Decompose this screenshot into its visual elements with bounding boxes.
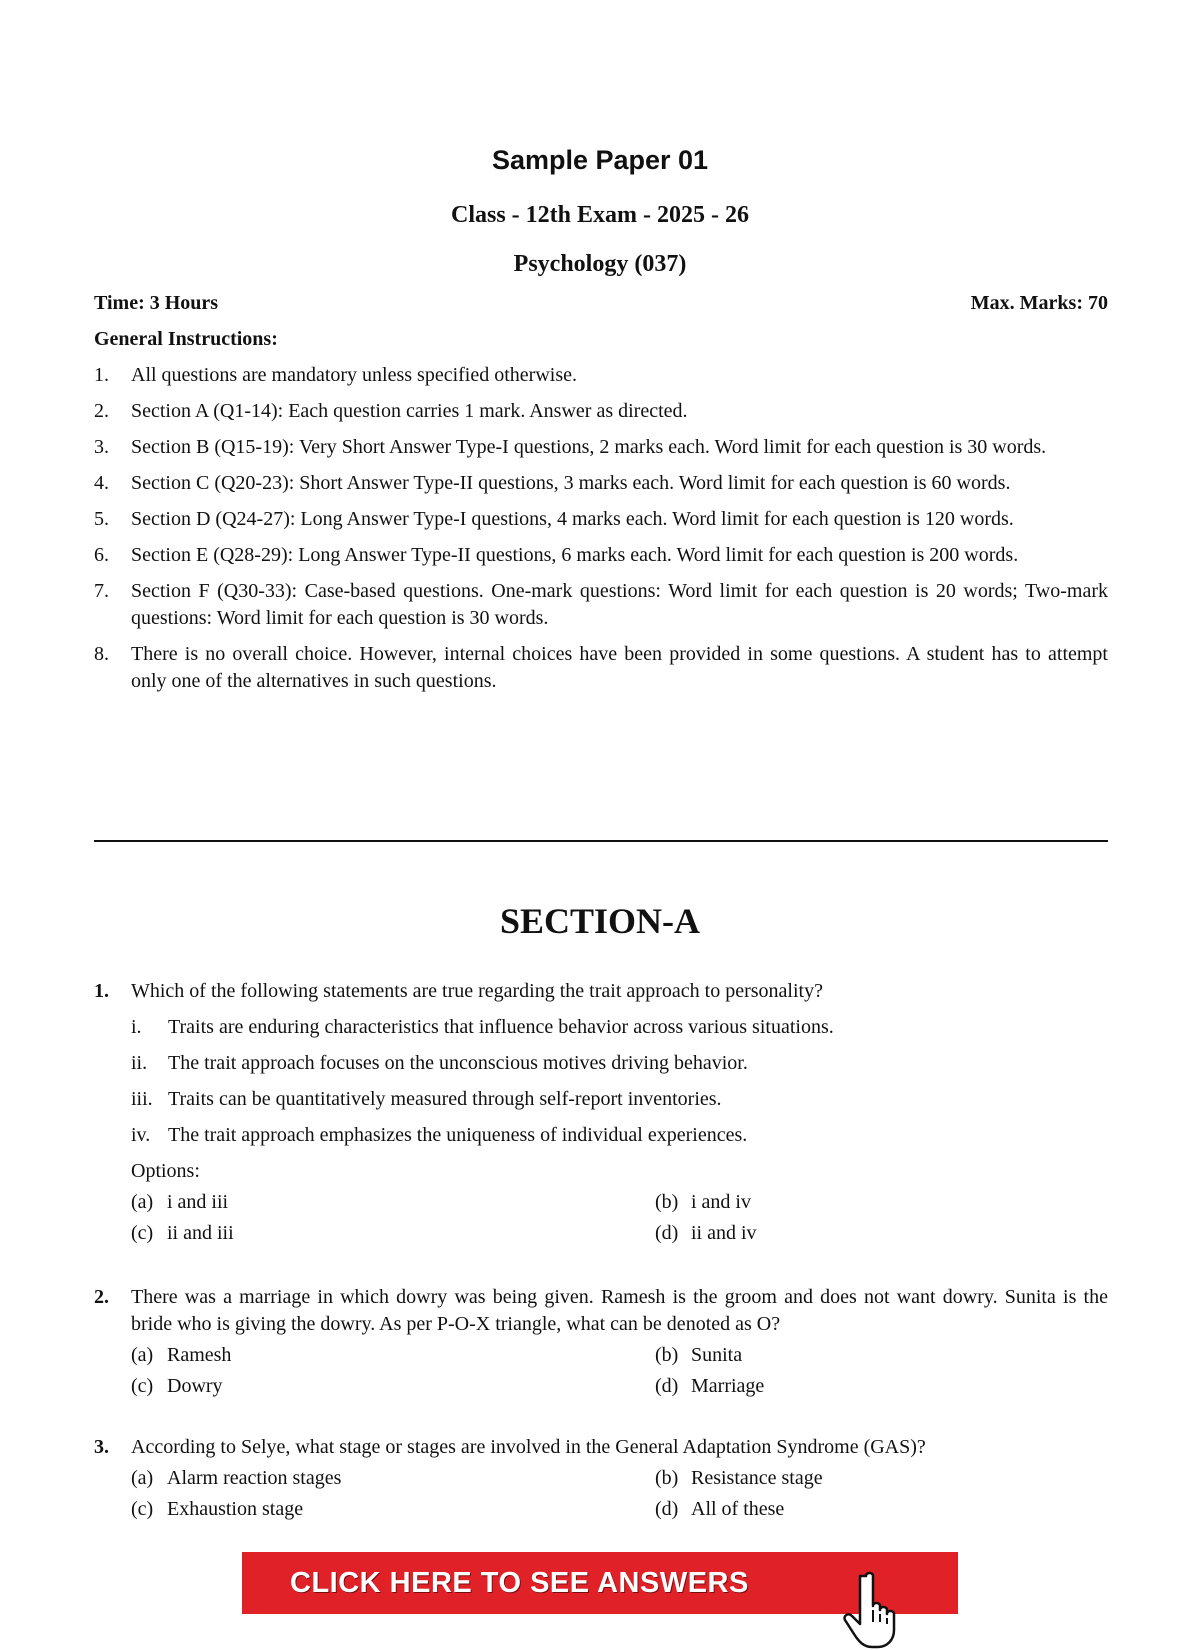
statement-text: The trait approach emphasizes the uniqueness of individual experiences. bbox=[168, 1124, 748, 1146]
option-c bbox=[131, 1220, 655, 1247]
statement-text: Traits can be quantitatively measured through self-report inventories. bbox=[168, 1088, 722, 1110]
instruction-text: Section F (Q30-33): Case-based questions. One-mark questions: Word limit for each question is 20 words; Two-mark questions: Word limit for each question is 30 words. bbox=[131, 580, 1108, 629]
option-label: (d) bbox=[655, 1222, 679, 1244]
instruction-item bbox=[94, 470, 1108, 497]
instructions-list bbox=[94, 362, 1108, 704]
paper-title: Sample Paper 01 bbox=[491, 145, 709, 175]
instruction-item bbox=[94, 641, 1108, 695]
question-text: According to Selye, what stage or stages are involved in the General Adaptation Syndrome (GAS)? bbox=[131, 1436, 926, 1458]
option-label: (b) bbox=[655, 1344, 679, 1366]
option-c bbox=[131, 1496, 655, 1523]
option-label: (d) bbox=[655, 1498, 679, 1520]
options-label: Options: bbox=[131, 1160, 200, 1182]
option-a bbox=[131, 1342, 655, 1369]
general-instructions-label: General Instructions: bbox=[94, 328, 278, 350]
question-3 bbox=[94, 1434, 1108, 1523]
instruction-item bbox=[94, 362, 1108, 389]
question-number: 2. bbox=[94, 1286, 109, 1308]
option-a bbox=[131, 1465, 655, 1492]
instruction-number: 2. bbox=[94, 400, 109, 422]
option-label: (d) bbox=[655, 1375, 679, 1397]
see-answers-label: CLICK HERE TO SEE ANSWERS bbox=[290, 1566, 749, 1599]
instruction-item bbox=[94, 398, 1108, 425]
statement-text: The trait approach focuses on the unconscious motives driving behavior. bbox=[168, 1052, 748, 1074]
pointing-hand-icon[interactable] bbox=[838, 1570, 918, 1650]
instruction-item bbox=[94, 542, 1108, 569]
option-text: ii and iii bbox=[167, 1222, 234, 1244]
instruction-text: All questions are mandatory unless specified otherwise. bbox=[131, 364, 577, 386]
instruction-number: 1. bbox=[94, 364, 109, 386]
statement-text: Traits are enduring characteristics that influence behavior across various situations. bbox=[168, 1016, 834, 1038]
instruction-number: 4. bbox=[94, 472, 109, 494]
options-grid bbox=[131, 1342, 1108, 1400]
instruction-text: Section E (Q28-29): Long Answer Type-II questions, 6 marks each. Word limit for each question is 200 words. bbox=[131, 544, 1019, 566]
option-label: (b) bbox=[655, 1191, 679, 1213]
option-b bbox=[655, 1465, 1108, 1492]
subject-line: Psychology (037) bbox=[513, 251, 687, 277]
question-text: There was a marriage in which dowry was being given. Ramesh is the groom and does not want dowry. Sunita is the bride who is giving the dowry. As per P-O-X triangle, what can be denoted as O? bbox=[131, 1286, 1108, 1335]
max-marks: Max. Marks: 70 bbox=[970, 292, 1108, 314]
options-grid bbox=[131, 1189, 1108, 1247]
option-d bbox=[655, 1496, 1108, 1523]
instruction-item bbox=[94, 506, 1108, 533]
question-2 bbox=[94, 1284, 1108, 1400]
option-d bbox=[655, 1373, 1108, 1400]
option-text: Marriage bbox=[691, 1375, 765, 1397]
question-text: Which of the following statements are true regarding the trait approach to personality? bbox=[131, 980, 823, 1002]
instruction-text: Section A (Q1-14): Each question carries 1 mark. Answer as directed. bbox=[131, 400, 688, 422]
statement-number: i. bbox=[131, 1016, 142, 1038]
option-label: (b) bbox=[655, 1467, 679, 1489]
options-grid bbox=[131, 1465, 1108, 1523]
question-number: 3. bbox=[94, 1436, 109, 1458]
section-a-heading: SECTION-A bbox=[499, 901, 701, 941]
instruction-number: 8. bbox=[94, 643, 109, 665]
option-label: (c) bbox=[131, 1498, 154, 1520]
option-text: Sunita bbox=[691, 1344, 743, 1366]
instruction-text: Section D (Q24-27): Long Answer Type-I questions, 4 marks each. Word limit for each question is 120 words. bbox=[131, 508, 1014, 530]
option-text: Ramesh bbox=[167, 1344, 232, 1366]
option-c bbox=[131, 1373, 655, 1400]
horizontal-divider bbox=[94, 840, 1108, 842]
instruction-number: 5. bbox=[94, 508, 109, 530]
statement-number: iii. bbox=[131, 1088, 153, 1110]
instruction-text: There is no overall choice. However, internal choices have been provided in some questions. A student has to attempt only one of the alternatives in such questions. bbox=[131, 643, 1108, 692]
option-d bbox=[655, 1220, 1108, 1247]
instruction-number: 6. bbox=[94, 544, 109, 566]
option-label: (c) bbox=[131, 1222, 154, 1244]
statement-number: ii. bbox=[131, 1052, 148, 1074]
question-number: 1. bbox=[94, 980, 109, 1002]
option-label: (a) bbox=[131, 1467, 154, 1489]
instruction-number: 7. bbox=[94, 580, 109, 602]
option-text: Dowry bbox=[167, 1375, 223, 1397]
instruction-text: Section C (Q20-23): Short Answer Type-II questions, 3 marks each. Word limit for each question is 60 words. bbox=[131, 472, 1011, 494]
option-text: ii and iv bbox=[691, 1222, 757, 1244]
option-text: i and iii bbox=[167, 1191, 229, 1213]
option-text: i and iv bbox=[691, 1191, 751, 1213]
instruction-number: 3. bbox=[94, 436, 109, 458]
instruction-text: Section B (Q15-19): Very Short Answer Type-I questions, 2 marks each. Word limit for each question is 30 words. bbox=[131, 436, 1047, 458]
option-a bbox=[131, 1189, 655, 1216]
statement-item bbox=[131, 1122, 1108, 1149]
option-label: (c) bbox=[131, 1375, 154, 1397]
statement-item bbox=[131, 1086, 1108, 1113]
option-text: Alarm reaction stages bbox=[167, 1467, 342, 1489]
statement-number: iv. bbox=[131, 1124, 151, 1146]
option-text: Resistance stage bbox=[691, 1467, 823, 1489]
instruction-item bbox=[94, 434, 1108, 461]
time-allowed: Time: 3 Hours bbox=[94, 292, 219, 314]
question-1 bbox=[94, 978, 1108, 1247]
option-label: (a) bbox=[131, 1191, 154, 1213]
option-text: All of these bbox=[691, 1498, 785, 1520]
statement-item bbox=[131, 1050, 1108, 1077]
option-b bbox=[655, 1342, 1108, 1369]
class-exam-line: Class - 12th Exam - 2025 - 26 bbox=[451, 202, 749, 228]
instruction-item bbox=[94, 578, 1108, 632]
statement-item bbox=[131, 1014, 1108, 1041]
option-b bbox=[655, 1189, 1108, 1216]
option-text: Exhaustion stage bbox=[167, 1498, 304, 1520]
option-label: (a) bbox=[131, 1344, 154, 1366]
